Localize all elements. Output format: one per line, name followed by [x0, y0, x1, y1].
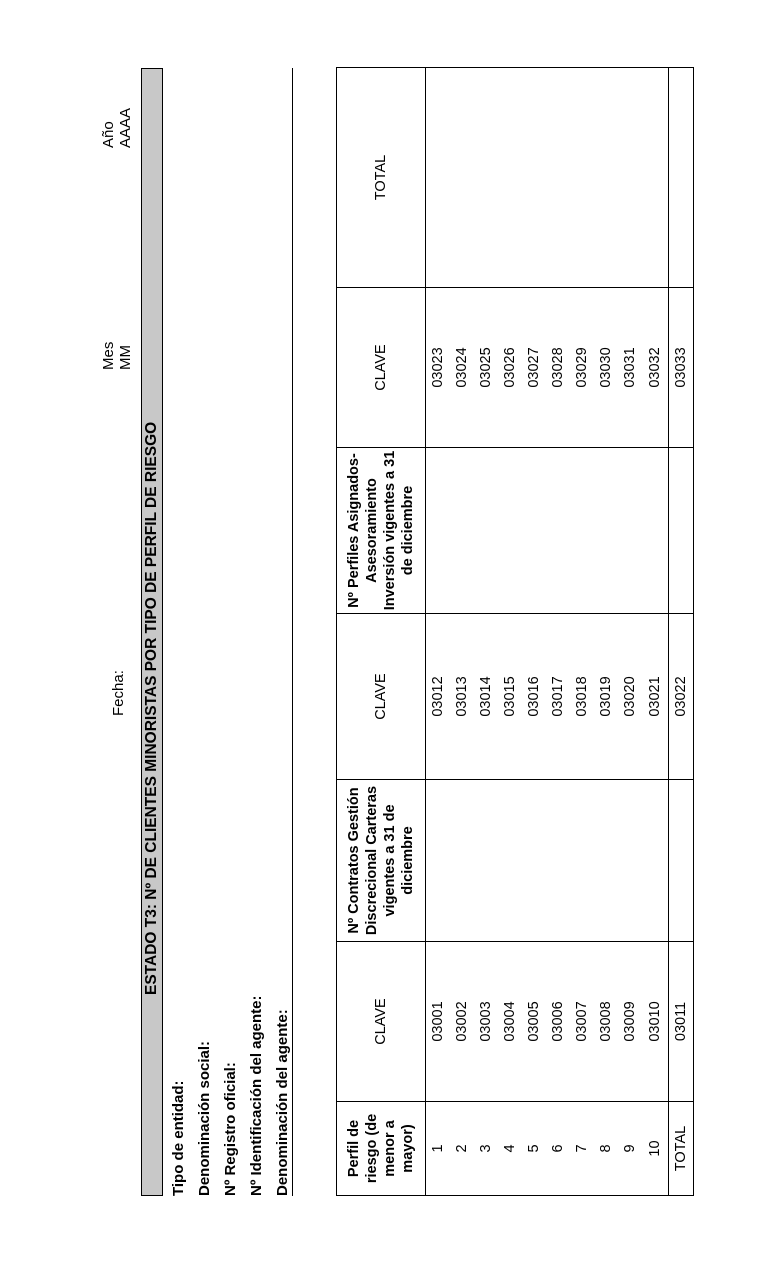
clave-cell: 03008 — [594, 942, 618, 1102]
perfiles-value-cell[interactable] — [618, 448, 642, 614]
col-header-clave: CLAVE — [337, 942, 426, 1102]
anio-value: AAAA — [117, 107, 134, 148]
grand-total-cell[interactable] — [669, 68, 694, 288]
total-value-cell[interactable] — [498, 68, 522, 288]
perfil-cell: 1 — [426, 1102, 451, 1196]
clave-cell: 03003 — [474, 942, 498, 1102]
clave-cell: 03007 — [570, 942, 594, 1102]
perfiles-value-cell[interactable] — [570, 448, 594, 614]
table-row — [522, 68, 546, 1196]
total-value-cell[interactable] — [570, 68, 594, 288]
total-value-cell[interactable] — [546, 68, 570, 288]
contratos-value-cell[interactable] — [642, 780, 669, 942]
perfiles-total-cell[interactable] — [669, 448, 694, 614]
field-identificacion-agente: Nº Identificación del agente: — [248, 995, 265, 1196]
field-tipo-entidad: Tipo de entidad: — [170, 1080, 187, 1196]
clave-cell: 03020 — [618, 614, 642, 780]
divider-rule — [292, 68, 293, 1196]
contratos-total-cell[interactable] — [669, 780, 694, 942]
table-row — [594, 68, 618, 1196]
clave-cell: 03021 — [642, 614, 669, 780]
perfil-cell: 9 — [618, 1102, 642, 1196]
total-value-cell[interactable] — [522, 68, 546, 288]
mes-label: Mes — [100, 341, 117, 370]
total-label-cell: TOTAL — [669, 1102, 694, 1196]
perfil-cell: 5 — [522, 1102, 546, 1196]
contratos-value-cell[interactable] — [570, 780, 594, 942]
contratos-value-cell[interactable] — [546, 780, 570, 942]
clave-cell: 03026 — [498, 288, 522, 448]
fecha-label: Fecha: — [110, 670, 127, 716]
total-value-cell[interactable] — [618, 68, 642, 288]
total-value-cell[interactable] — [642, 68, 669, 288]
table-row — [474, 68, 498, 1196]
mes-value: MM — [117, 345, 134, 370]
clave-cell: 03022 — [669, 614, 694, 780]
clave-cell: 03032 — [642, 288, 669, 448]
clave-cell: 03014 — [474, 614, 498, 780]
contratos-value-cell[interactable] — [522, 780, 546, 942]
perfiles-value-cell[interactable] — [498, 448, 522, 614]
col-header-clave: CLAVE — [337, 288, 426, 448]
clave-cell: 03015 — [498, 614, 522, 780]
table-header-row — [337, 68, 426, 1196]
clave-cell: 03011 — [669, 942, 694, 1102]
clave-cell: 03025 — [474, 288, 498, 448]
perfiles-value-cell[interactable] — [474, 448, 498, 614]
clave-cell: 03006 — [546, 942, 570, 1102]
table-row — [426, 68, 451, 1196]
perfil-cell: 8 — [594, 1102, 618, 1196]
clave-cell: 03024 — [450, 288, 474, 448]
clave-cell: 03033 — [669, 288, 694, 448]
clave-cell: 03012 — [426, 614, 451, 780]
clave-cell: 03005 — [522, 942, 546, 1102]
clave-cell: 03031 — [618, 288, 642, 448]
table-row — [618, 68, 642, 1196]
contratos-value-cell[interactable] — [498, 780, 522, 942]
perfiles-value-cell[interactable] — [642, 448, 669, 614]
table-row — [570, 68, 594, 1196]
contratos-value-cell[interactable] — [618, 780, 642, 942]
clave-cell: 03023 — [426, 288, 451, 448]
total-value-cell[interactable] — [594, 68, 618, 288]
clave-cell: 03016 — [522, 614, 546, 780]
col-header-contratos: Nº Contratos Gestión Discrecional Carteras vigentes a 31 de diciembre — [337, 780, 426, 942]
table-row — [450, 68, 474, 1196]
clave-cell: 03019 — [594, 614, 618, 780]
table-body — [426, 68, 694, 1196]
contratos-value-cell[interactable] — [474, 780, 498, 942]
col-header-perfiles: Nº Perfiles Asignados-Asesoramiento Inversión vigentes a 31 de diciembre — [337, 448, 426, 614]
perfil-cell: 3 — [474, 1102, 498, 1196]
clave-cell: 03029 — [570, 288, 594, 448]
clave-cell: 03027 — [522, 288, 546, 448]
total-value-cell[interactable] — [426, 68, 451, 288]
field-denominacion-social: Denominación social: — [196, 1040, 213, 1196]
clave-cell: 03002 — [450, 942, 474, 1102]
title-bar — [141, 68, 163, 1196]
col-header-total: TOTAL — [337, 68, 426, 288]
perfiles-value-cell[interactable] — [522, 448, 546, 614]
contratos-value-cell[interactable] — [450, 780, 474, 942]
clave-cell: 03013 — [450, 614, 474, 780]
perfil-cell: 2 — [450, 1102, 474, 1196]
table-row — [546, 68, 570, 1196]
table-total-row — [669, 68, 694, 1196]
clave-cell: 03018 — [570, 614, 594, 780]
clave-cell: 03030 — [594, 288, 618, 448]
clave-cell: 03010 — [642, 942, 669, 1102]
clave-cell: 03004 — [498, 942, 522, 1102]
anio-label: Año — [100, 121, 117, 148]
table-row — [642, 68, 669, 1196]
field-denominacion-agente: Denominación del agente: — [274, 1009, 291, 1196]
page-title: ESTADO T3: Nº DE CLIENTES MINORISTAS POR TIPO DE PERFIL DE RIESGO — [143, 421, 160, 995]
col-header-clave: CLAVE — [337, 614, 426, 780]
col-header-perfil: Perfil de riesgo (de menor a mayor) — [337, 1102, 426, 1196]
contratos-value-cell[interactable] — [594, 780, 618, 942]
perfil-cell: 10 — [642, 1102, 669, 1196]
perfiles-value-cell[interactable] — [594, 448, 618, 614]
field-registro-oficial: Nº Registro oficial: — [222, 1062, 239, 1196]
perfil-cell: 4 — [498, 1102, 522, 1196]
table-row — [498, 68, 522, 1196]
perfil-cell: 6 — [546, 1102, 570, 1196]
risk-profile-table — [336, 67, 694, 1196]
perfiles-value-cell[interactable] — [450, 448, 474, 614]
clave-cell: 03001 — [426, 942, 451, 1102]
clave-cell: 03009 — [618, 942, 642, 1102]
perfiles-value-cell[interactable] — [546, 448, 570, 614]
perfil-cell: 7 — [570, 1102, 594, 1196]
clave-cell: 03017 — [546, 614, 570, 780]
perfiles-value-cell[interactable] — [426, 448, 451, 614]
total-value-cell[interactable] — [474, 68, 498, 288]
clave-cell: 03028 — [546, 288, 570, 448]
total-value-cell[interactable] — [450, 68, 474, 288]
contratos-value-cell[interactable] — [426, 780, 451, 942]
